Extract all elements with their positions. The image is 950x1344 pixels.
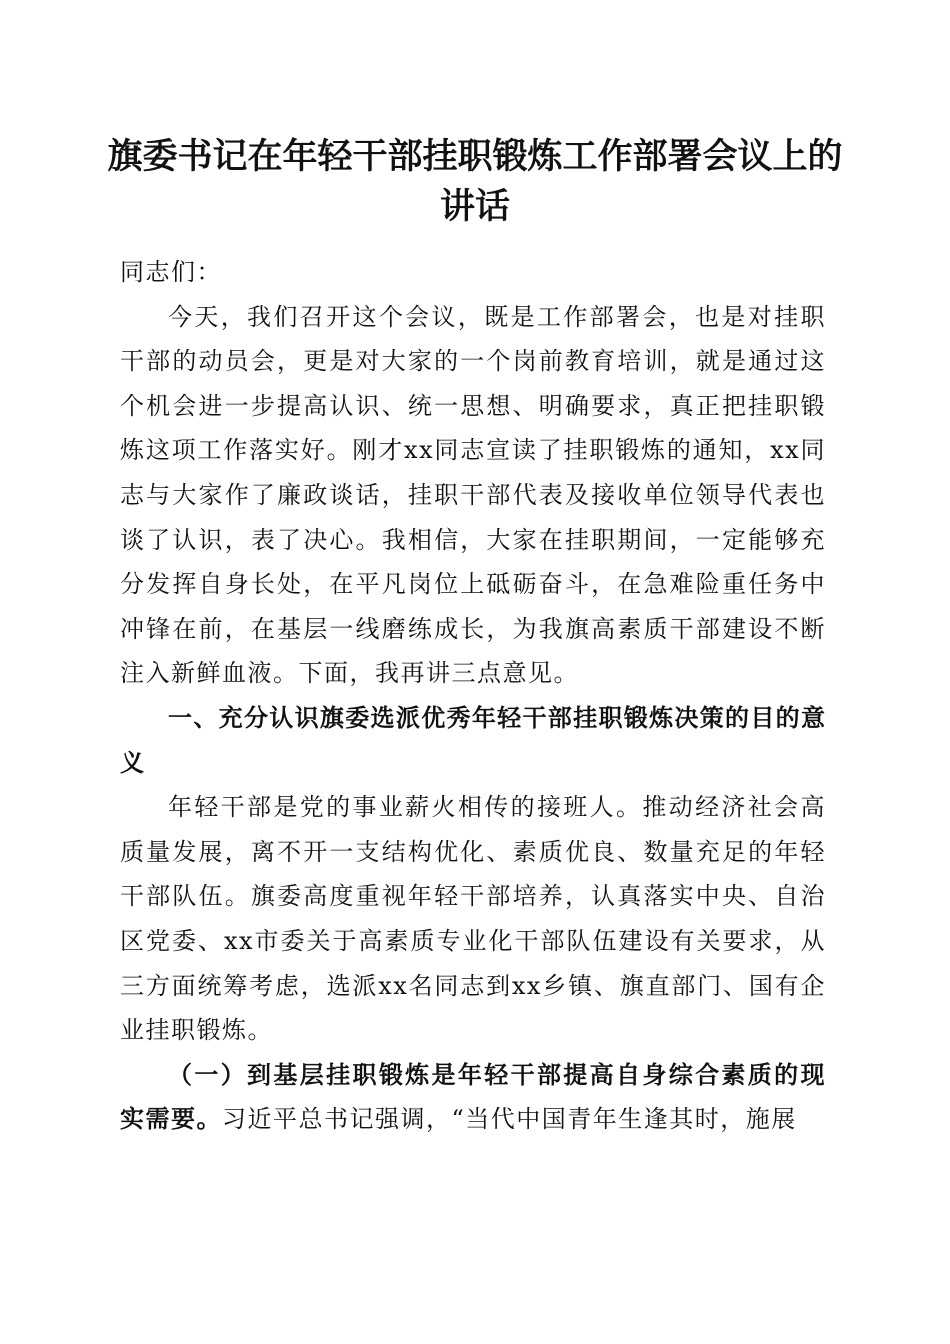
section-1-heading: 一、充分认识旗委选派优秀年轻干部挂职锻炼决策的目的意义: [120, 703, 826, 777]
document-title: 旗委书记在年轻干部挂职锻炼工作部署会议上的讲话: [107, 136, 843, 227]
subsection-1-lead: （一）到基层挂职锻炼是年轻干部提高自身综合素质的现实需要。: [120, 1059, 826, 1134]
section-1-paragraph: 年轻干部是党的事业薪火相传的接班人。推动经济社会高质量发展，离不开一支结构优化、素质优良、数量充足的年轻干部队伍。旗委高度重视年轻干部培养，认真落实中央、自治区党委、xx市委关于高素质专业化干部队伍建设有关要求，从三方面统筹考虑，选派xx名同志到xx乡镇、旗直部门、国有企业挂职锻炼。: [120, 793, 826, 1045]
intro-paragraph: 今天，我们召开这个会议，既是工作部署会，也是对挂职干部的动员会，更是对大家的一个岗前教育培训，就是通过这个机会进一步提高认识、统一思想、明确要求，真正把挂职锻炼这项工作落实好。刚才xx同志宣读了挂职锻炼的通知，xx同志与大家作了廉政谈话，挂职干部代表及接收单位领导代表也谈了认识，表了决心。我相信，大家在挂职期间，一定能够充分发挥自身长处，在平凡岗位上砥砺奋斗，在急难险重任务中冲锋在前，在基层一线磨练成长，为我旗高素质干部建设不断注入新鲜血液。下面，我再讲三点意见。: [120, 302, 826, 688]
subsection-1-paragraph: [120, 1053, 826, 1142]
salutation: 同志们：: [120, 258, 222, 286]
document-body: [120, 250, 826, 1142]
subsection-1-text: 习近平总书记强调，“当代中国青年生逢其时，施展: [222, 1105, 797, 1134]
